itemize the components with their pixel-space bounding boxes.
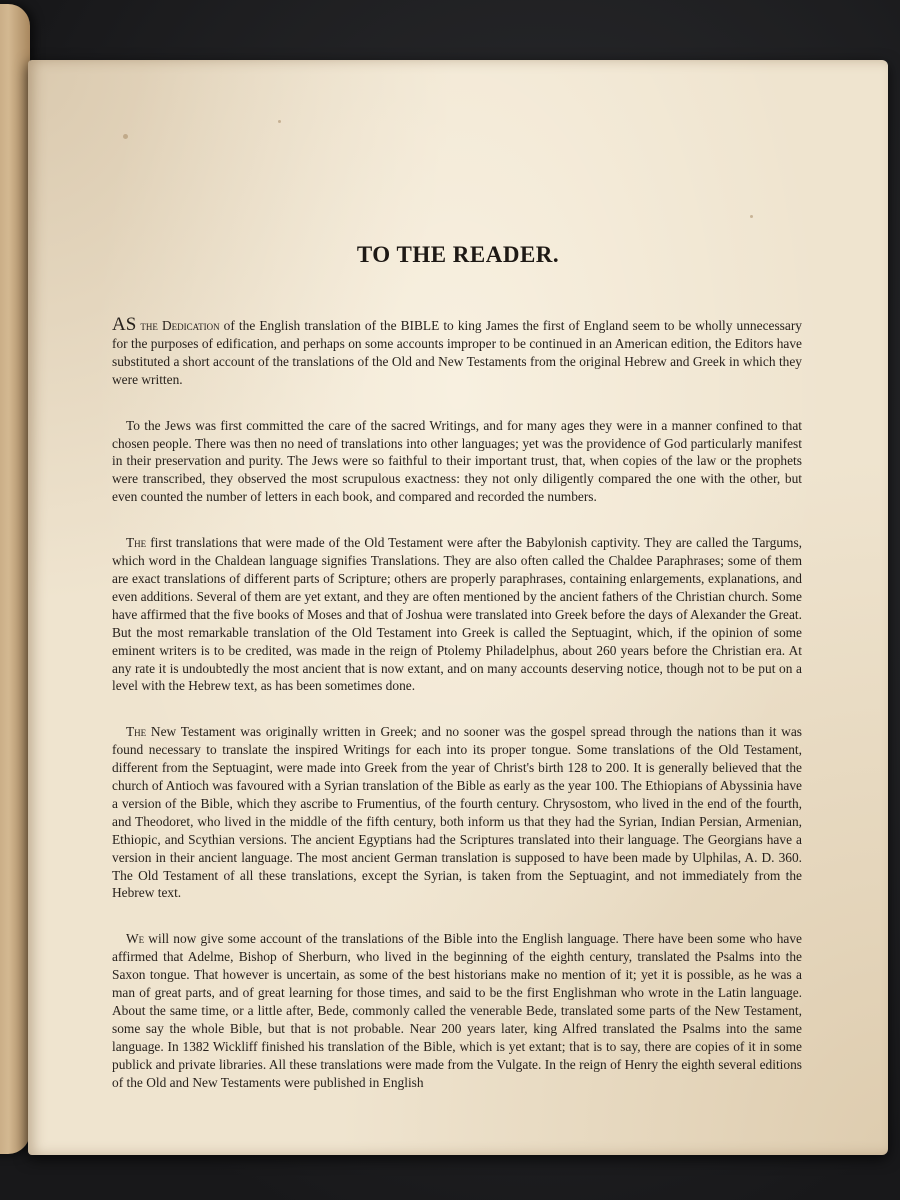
paragraph-lead: The [126,535,147,551]
paragraph-1 [112,316,802,389]
paragraph-2 [112,417,802,507]
paragraph-5 [112,930,802,1091]
page-title: TO THE READER. [356,242,560,267]
foxing-spot [278,120,281,123]
drop-cap: AS [112,314,137,335]
paragraph-3 [112,534,802,695]
foxing-spot [123,134,128,139]
paragraph-4 [112,723,802,902]
paragraph-lead: The [126,724,147,740]
paragraph-text: will now give some account of the translations of the Bible into the English language. There have been some who have affirmed that Adelme, Bishop of Sherburn, who lived in the beginning of the eighth century, translated the Psalms into the Saxon tongue. That however is uncertain, as some of the best historians make no mention of it; yet it is possible, as he was a man of great parts, and of great learning for those times, and said to be the first Englishman who wrote in the Latin language. About the same time, or a little after, Bede, commonly called the venerable Bede, translated some parts of the New Testament, some say the whole Bible, but that is not probable. Near 200 years later, king Alfred translated the Psalms into the same language. In 1382 Wickliff finished his translation of the Bible, which is yet extant; that is to say, there are copies of it in some publick and private libraries. All these translations were made from the Vulgate. In the reign of Henry the eighth several editions of the Old and New Testaments were published in English [112,931,802,1090]
paragraph-text: To the Jews was first committed the care of the sacred Writings, and for many ages they were in a manner confined to that chosen people. There was then no need of translations into other languages; yet was the providence of God particularly manifest in their preservation and purity. The Jews were so faithful to their important trust, that, when copies of the law or the prophets were transcribed, they observed the most scrupulous exactness: they not only diligently compared the one with the other, but even counted the number of letters in each book, and compared and recorded the numbers. [112,417,802,505]
body-text [112,316,802,1120]
paragraph-text: New Testament was originally written in Greek; and no sooner was the gospel spread through the nations than it was found necessary to translate the inspired Writings for each into its proper tongue. Some translations of the Old Testament, different from the Septuagint, were made into Greek from the year of Christ's birth 128 to 200. It is generally believed that the church of Antioch was favoured with a Syrian translation of the Bible as early as the year 100. The Ethiopians of Abyssinia have a version of the Bible, which they ascribe to Frumentius, of the fourth century. Chrysostom, who lived in the end of the fourth, and Theodoret, who lived in the middle of the fifth century, both inform us that they had the Syrian, Indian Persian, Armenian, Ethiopic, and Scythian versions. The ancient Egyptians had the Scriptures translated into their language. The Georgians have a version in their ancient language. The most ancient German translation is supposed to have been made by Ulphilas, A. D. 360. The Old Testament of all these translations, except the Syrian, is taken from the Septuagint, and not immediately from the Hebrew text. [112,724,802,901]
facing-page-edge [0,4,30,1154]
paragraph-text: first translations that were made of the Old Testament were after the Babylonish captivity. They are called the Targums, which word in the Chaldean language signifies Translations. They are also often called the Chaldee Paraphrases; some of them are exact translations of different parts of Scripture; others are properly paraphrases, containing enlargements, explanations, and even additions. Several of them are yet extant, and they are often mentioned by the ancient fathers of the Christian church. Some have affirmed that the five books of Moses and that of Joshua were translated into Greek before the days of Alexander the Great. But the most remarkable translation of the Old Testament into Greek is called the Septuagint, which, if the opinion of some eminent writers is to be credited, was made in the reign of Ptolemy Philadelphus, about 260 years before the Christian era. At any rate it is undoubtedly the most ancient that is now extant, and on many accounts deserving notice, though not to be put on a level with the Hebrew text, as has been sometimes done. [112,535,802,694]
paragraph-text: of the English translation of the BIBLE to king James the first of England seem to be wholly unnecessary for the purposes of edification, and perhaps on some accounts improper to be continued in an American edition, the Editors have substituted a short account of the translations of the Old and New Testaments from the original Hebrew and Greek in which they were written. [112,318,802,387]
paragraph-lead: We [126,931,145,947]
paragraph-lead: the Dedication [140,318,220,333]
foxing-spot [750,215,753,218]
book-page [28,60,888,1155]
